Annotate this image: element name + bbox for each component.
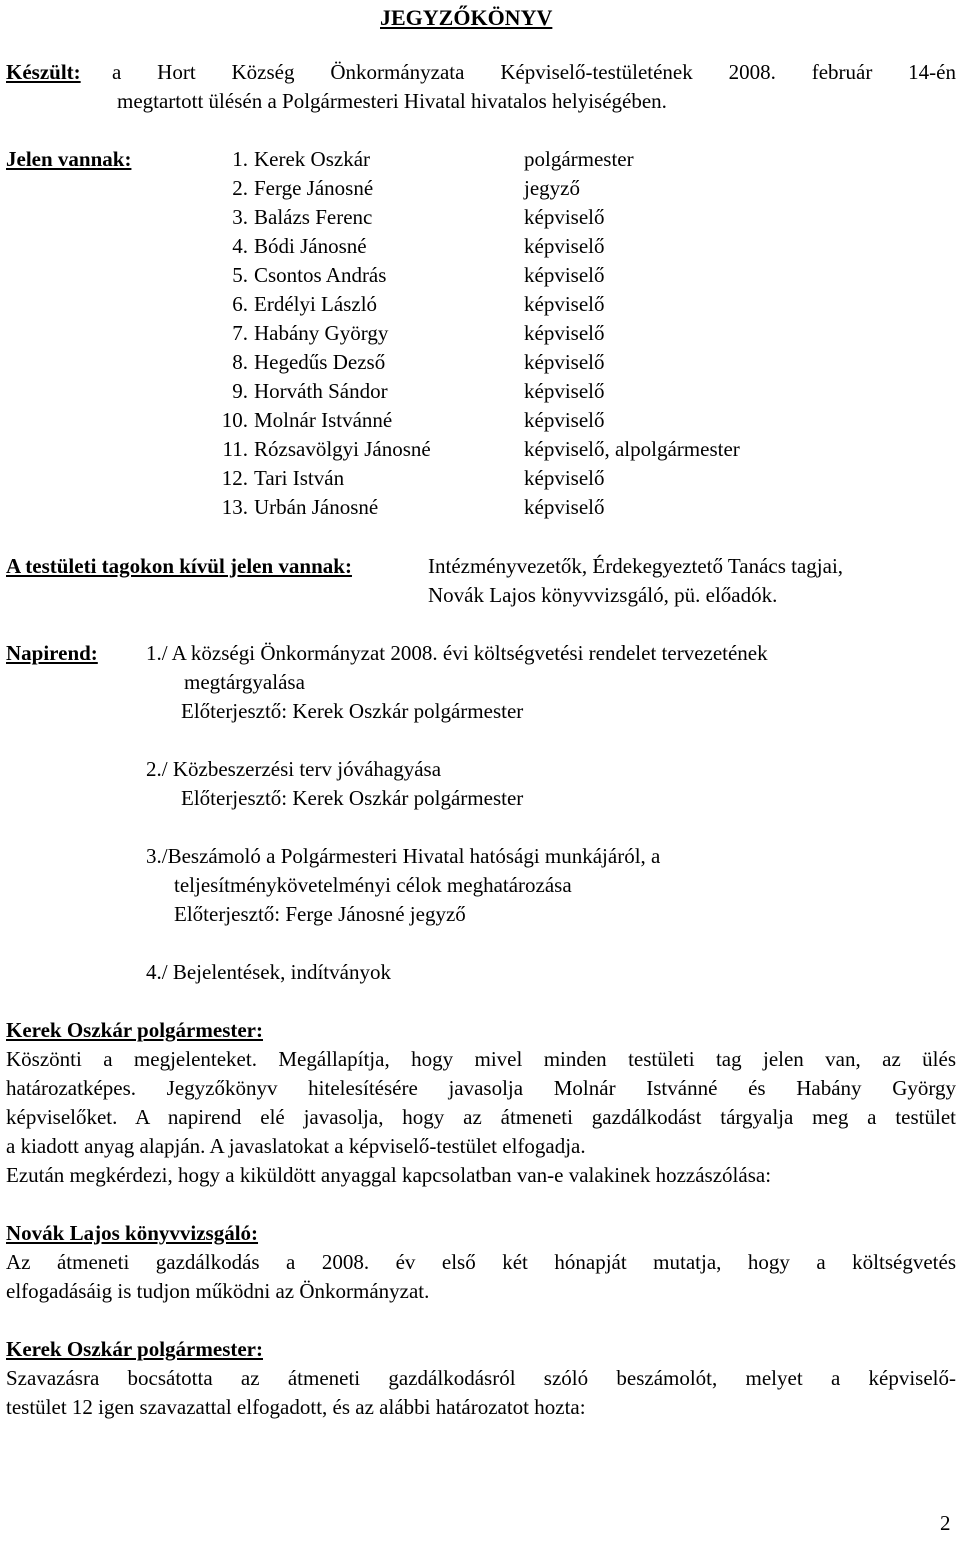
member-role: képviselő bbox=[524, 292, 605, 316]
section-1-speaker: Kerek Oszkár polgármester: bbox=[6, 1018, 263, 1042]
member-number: 13. bbox=[221, 495, 248, 519]
member-name: Kerek Oszkár bbox=[254, 147, 371, 171]
member-role: képviselő bbox=[524, 263, 605, 287]
member-role: képviselő bbox=[524, 466, 605, 490]
keszult-line-1: a Hort Község Önkormányzata Képviselő-testületének 2008. február 14-én bbox=[112, 60, 956, 84]
member-number: 4. bbox=[232, 234, 248, 258]
member-role: képviselő, alpolgármester bbox=[524, 437, 740, 461]
member-role: képviselő bbox=[524, 379, 605, 403]
member-number: 5. bbox=[232, 263, 248, 287]
member-role: képviselő bbox=[524, 495, 605, 519]
section-2-line: elfogadásáig is tudjon működni az Önkormányzat. bbox=[6, 1279, 430, 1303]
agenda-item-4-line-1: 4./ Bejelentések, indítványok bbox=[146, 960, 391, 984]
member-name: Urbán Jánosné bbox=[254, 495, 379, 519]
member-number: 7. bbox=[232, 321, 248, 345]
member-role: képviselő bbox=[524, 205, 605, 229]
agenda-item-3-line-1: 3./Beszámoló a Polgármesteri Hivatal hatósági munkájáról, a bbox=[146, 844, 661, 868]
member-name: Tari István bbox=[254, 466, 345, 490]
section-3-line: Szavazásra bocsátotta az átmeneti gazdálkodásról szóló beszámolót, melyet a képviselő- bbox=[6, 1366, 956, 1390]
member-number: 8. bbox=[232, 350, 248, 374]
member-number: 12. bbox=[221, 466, 248, 490]
keszult-label: Készült: bbox=[6, 60, 81, 84]
section-3-line: testület 12 igen szavazattal elfogadott, és az alábbi határozatot hozta: bbox=[6, 1395, 586, 1419]
agenda-item-2-line-1: 2./ Közbeszerzési terv jóváhagyása bbox=[146, 757, 442, 781]
member-name: Csontos András bbox=[254, 263, 387, 287]
member-name: Ferge Jánosné bbox=[254, 176, 374, 200]
member-number: 10. bbox=[221, 408, 248, 432]
member-role: képviselő bbox=[524, 234, 605, 258]
member-role: jegyző bbox=[524, 176, 580, 200]
kivul-line-1: Intézményvezetők, Érdekegyeztető Tanács tagjai, bbox=[428, 554, 844, 578]
section-2-text bbox=[6, 1248, 956, 1306]
member-name: Habány György bbox=[254, 321, 389, 345]
section-1-line: Ezután megkérdezi, hogy a kiküldött anyaggal kapcsolatban van-e valakinek hozzászólása: bbox=[6, 1163, 772, 1187]
section-2-line: Az átmeneti gazdálkodás a 2008. év első két hónapját mutatja, hogy a költségvetés bbox=[6, 1250, 956, 1274]
member-name: Rózsavölgyi Jánosné bbox=[254, 437, 431, 461]
jelen-label: Jelen vannak: bbox=[6, 147, 132, 171]
member-name: Hegedűs Dezső bbox=[254, 350, 386, 374]
kivul-line-2: Novák Lajos könyvvizsgáló, pü. előadók. bbox=[428, 583, 778, 607]
kivul-label: A testületi tagokon kívül jelen vannak: bbox=[6, 554, 352, 578]
agenda-item-1-presenter: Előterjesztő: Kerek Oszkár polgármester bbox=[181, 699, 524, 723]
member-number: 9. bbox=[232, 379, 248, 403]
member-role: polgármester bbox=[524, 147, 634, 171]
napirend-label: Napirend: bbox=[6, 641, 98, 665]
page-number: 2 bbox=[940, 1511, 951, 1535]
section-1-line: képviselőket. A napirend elé javasolja, hogy az átmeneti gazdálkodást tárgyalja meg a testület bbox=[6, 1105, 956, 1129]
agenda-item-1-line-2: megtárgyalása bbox=[184, 670, 305, 694]
member-role: képviselő bbox=[524, 350, 605, 374]
section-3-text bbox=[6, 1364, 956, 1422]
member-number: 3. bbox=[232, 205, 248, 229]
member-name: Molnár Istvánné bbox=[254, 408, 393, 432]
agenda-item-1-line-1: 1./ A községi Önkormányzat 2008. évi költségvetési rendelet tervezetének bbox=[146, 641, 768, 665]
section-1-line: a kiadott anyag alapján. A javaslatokat a képviselő-testület elfogadja. bbox=[6, 1134, 586, 1158]
section-1-line: Köszönti a megjelenteket. Megállapítja, hogy mivel minden testületi tag jelen van, az ülés bbox=[6, 1047, 956, 1071]
member-role: képviselő bbox=[524, 321, 605, 345]
section-3-speaker: Kerek Oszkár polgármester: bbox=[6, 1337, 263, 1361]
member-name: Horváth Sándor bbox=[254, 379, 388, 403]
agenda-item-3-presenter: Előterjesztő: Ferge Jánosné jegyző bbox=[174, 902, 466, 926]
member-number: 2. bbox=[232, 176, 248, 200]
agenda-item-3-line-2: teljesítménykövetelményi célok meghatározása bbox=[174, 873, 572, 897]
member-name: Balázs Ferenc bbox=[254, 205, 373, 229]
section-2-speaker: Novák Lajos könyvvizsgáló: bbox=[6, 1221, 259, 1245]
member-name: Bódi Jánosné bbox=[254, 234, 367, 258]
member-number: 1. bbox=[232, 147, 248, 171]
section-1-text bbox=[6, 1045, 956, 1190]
section-1-line: határozatképes. Jegyzőkönyv hitelesítésére javasolja Molnár Istvánné és Habány György bbox=[6, 1076, 956, 1100]
agenda-item-2-presenter: Előterjesztő: Kerek Oszkár polgármester bbox=[181, 786, 524, 810]
member-name: Erdélyi László bbox=[254, 292, 378, 316]
member-role: képviselő bbox=[524, 408, 605, 432]
document-title: JEGYZŐKÖNYV bbox=[380, 5, 553, 30]
member-number: 11. bbox=[222, 437, 248, 461]
member-number: 6. bbox=[232, 292, 248, 316]
keszult-line-2: megtartott ülésén a Polgármesteri Hivatal hivatalos helyiségében. bbox=[117, 89, 667, 113]
